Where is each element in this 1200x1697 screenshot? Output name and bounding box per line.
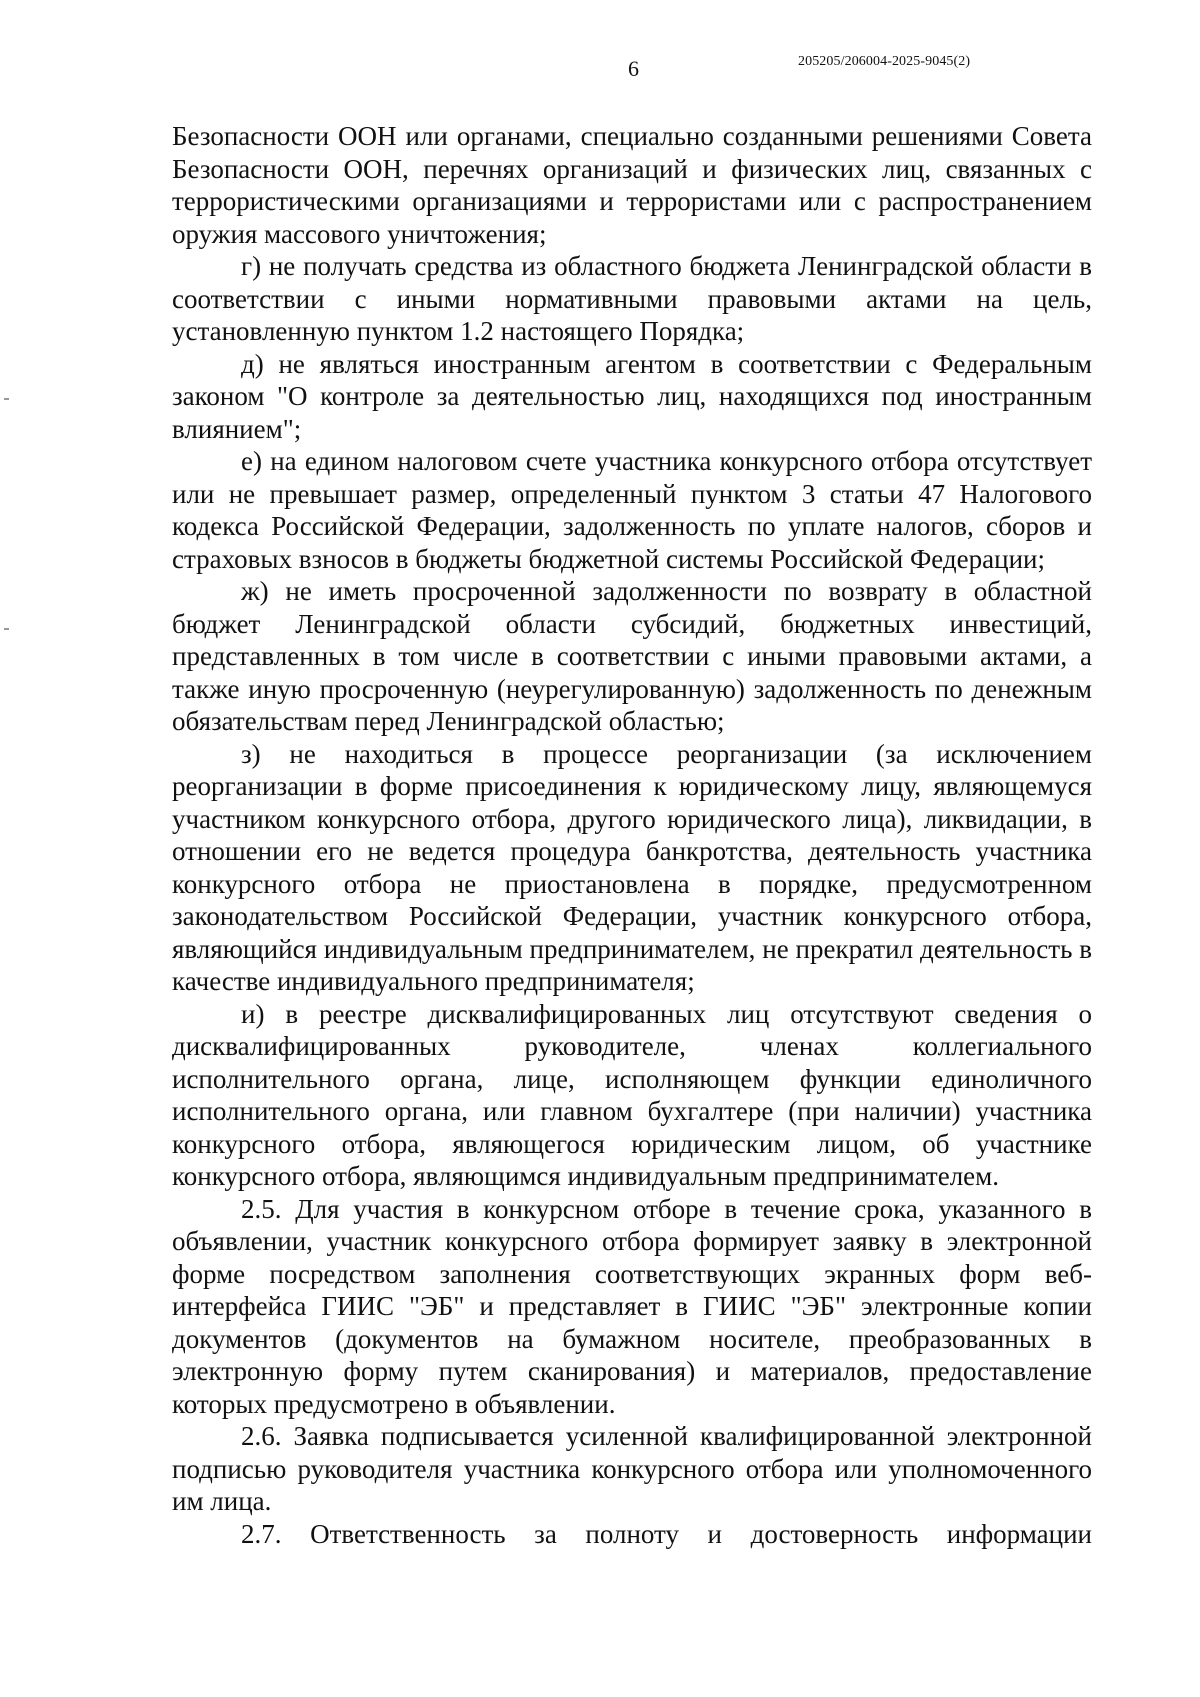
- paragraph-item-e: е) на едином налоговом счете участника конкурсного отбора отсутствует или не превышает размер, определенный пунктом 3 статьи 47 Налогового кодекса Российской Федерации, задолженность по уплате налогов, сборов и страховых взносов в бюджеты бюджетной системы Российской Федерации;: [172, 446, 1092, 574]
- paragraph-item-zh: ж) не иметь просроченной задолженности по возврату в областной бюджет Ленинградской области субсидий, бюджетных инвестиций, представленных в том числе в соответствии с иными правовыми актами, а также иную просроченную (неурегулированную) задолженность по денежным обязательствам перед Ленинградской областью;: [172, 576, 1092, 736]
- paragraph-continuation: Безопасности ООН или органами, специально созданными решениями Совета Безопасности ООН, перечнях организаций и физических лиц, связанных с террористическими организациями и террористами или с распространением оружия массового уничтожения;: [172, 121, 1092, 249]
- paragraph-item-g: г) не получать средства из областного бюджета Ленинградской области в соответствии с иными нормативными правовыми актами на цель, установленную пунктом 1.2 настоящего Порядка;: [172, 251, 1092, 346]
- paragraph-item-d: д) не являться иностранным агентом в соответствии с Федеральным законом "О контроле за деятельностью лиц, находящихся под иностранным влиянием";: [172, 348, 1092, 444]
- margin-mark: [4, 628, 9, 630]
- paragraph-item-i: и) в реестре дисквалифицированных лиц отсутствуют сведения о дисквалифицированных руководителе, членах коллегиального исполнительного органа, лице, исполняющем функции единоличного исполнительного органа, или главном бухгалтере (при наличии) участника конкурсного отбора, являющегося юридическим лицом, об участнике конкурсного отбора, являющимся индивидуальным предпринимателем.: [172, 998, 1092, 1191]
- paragraph-2-6: 2.6. Заявка подписывается усиленной квалифицированной электронной подписью руководителя участника конкурсного отбора или уполномоченного им лица.: [172, 1421, 1092, 1516]
- paragraph-2-5: 2.5. Для участия в конкурсном отборе в течение срока, указанного в объявлении, участник конкурсного отбора формирует заявку в электронной форме посредством заполнения соответствующих экранных форм веб-интерфейса ГИИС "ЭБ" и представляет в ГИИС "ЭБ" электронные копии документов (документов на бумажном носителе, преобразованных в электронную форму путем сканирования) и материалов, предоставление которых предусмотрено в объявлении.: [172, 1193, 1092, 1419]
- page-number: 6: [628, 56, 639, 81]
- document-id: 205205/206004-2025-9045(2): [798, 54, 971, 69]
- paragraph-2-7: 2.7. Ответственность за полноту и достоверность информации: [241, 1518, 1092, 1549]
- paragraph-item-z: з) не находиться в процессе реорганизации (за исключением реорганизации в форме присоединения к юридическому лицу, являющемуся участником конкурсного отбора, другого юридического лица), ликвидации, в отношении его не ведется процедура банкротства, деятельность участника конкурсного отбора не приостановлена в порядке, предусмотренном законодательством Российской Федерации, участник конкурсного отбора, являющийся индивидуальным предпринимателем, не прекратил деятельность в качестве индивидуального предпринимателя;: [172, 738, 1092, 996]
- document-body: [172, 120, 1092, 1550]
- margin-mark: [4, 398, 9, 400]
